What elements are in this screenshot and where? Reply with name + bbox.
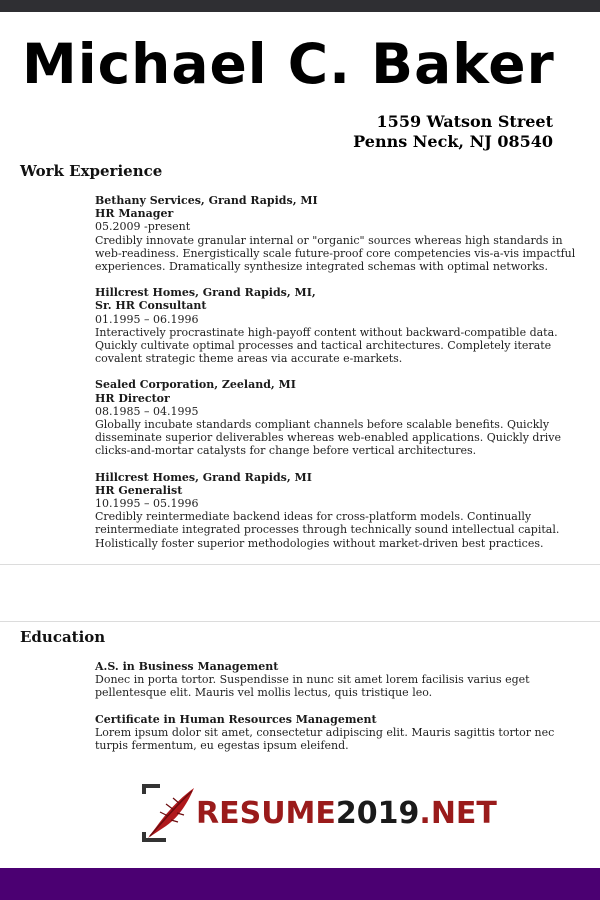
work-role: Sr. HR Consultant [95,299,207,313]
education-degree: A.S. in Business Management [95,660,279,673]
work-dates: 08.1985 – 04.1995 [95,404,199,418]
work-experience-heading: Work Experience [20,162,163,180]
logo-wordmark [196,796,497,832]
resume2019-logo [138,782,498,844]
work-dates: 01.1995 – 06.1996 [95,312,199,326]
top-bar [0,0,600,12]
work-dates: 10.1995 – 05.1996 [95,497,199,511]
education-entry [95,660,585,700]
work-dates: 05.2009 -present [95,220,191,234]
education-entry [95,713,585,753]
logo-text-resume: RESUME [196,796,336,831]
work-experience-list [95,194,585,563]
address-block [353,112,553,152]
work-description: Globally incubate standards compliant channels before scalable benefits. Quickly disseminate superior deliverables whereas web-enabled applications. Quickly drive clicks-and-mortar catalysts for change before vertical architectures. [95,418,561,458]
section-divider [0,564,600,565]
work-role: HR Manager [95,207,174,221]
quill-feather-icon [138,782,198,844]
bottom-bar [0,868,600,900]
work-company: Hillcrest Homes, Grand Rapids, MI [95,470,312,484]
work-description: Interactively procrastinate high-payoff content without backward-compatible data. Quickly cultivate optimal processes and tactical architectures. Completely iterate covalent strategic theme areas via accurate e-markets. [95,325,558,366]
work-company: Hillcrest Homes, Grand Rapids, MI, [95,286,316,300]
education-description: Donec in porta tortor. Suspendisse in nunc sit amet lorem facilisis varius eget pellentesque elit. Mauris vel mollis lectus, quis tristique leo. [95,673,530,700]
work-entry [95,378,585,457]
resume-name: Michael C. Baker [22,32,555,96]
education-heading: Education [20,628,106,646]
work-entry [95,194,585,273]
education-description: Lorem ipsum dolor sit amet, consectetur adipiscing elit. Mauris sagittis tortor nec turpis fermentum, eu egestas ipsum eleifend. [95,725,555,753]
section-divider [0,621,600,622]
work-entry [95,471,585,550]
work-entry [95,286,585,365]
work-role: HR Director [95,391,170,405]
education-list [95,660,585,765]
work-role: HR Generalist [95,483,183,497]
address-street: 1559 Watson Street [376,112,553,131]
work-description: Credibly reintermediate backend ideas for cross-platform models. Continually reintermediate integrated processes through technically sound intellectual capital. Holistically foster superior methodologies without market-driven best practices. [95,510,560,550]
work-company: Sealed Corporation, Zeeland, MI [95,378,296,392]
logo-text-year: 2019 [335,796,420,831]
address-city: Penns Neck, NJ 08540 [353,132,553,151]
work-company: Bethany Services, Grand Rapids, MI [95,194,318,207]
education-degree: Certificate in Human Resources Management [95,712,377,726]
logo-text-net: .NET [419,796,497,831]
work-description: Credibly innovate granular internal or "organic" sources whereas high standards in web-readiness. Energistically scale future-proof core competencies vis-a-vis impactful experiences. Dramatically synthesize integrated schemas with optimal networks. [95,233,576,274]
